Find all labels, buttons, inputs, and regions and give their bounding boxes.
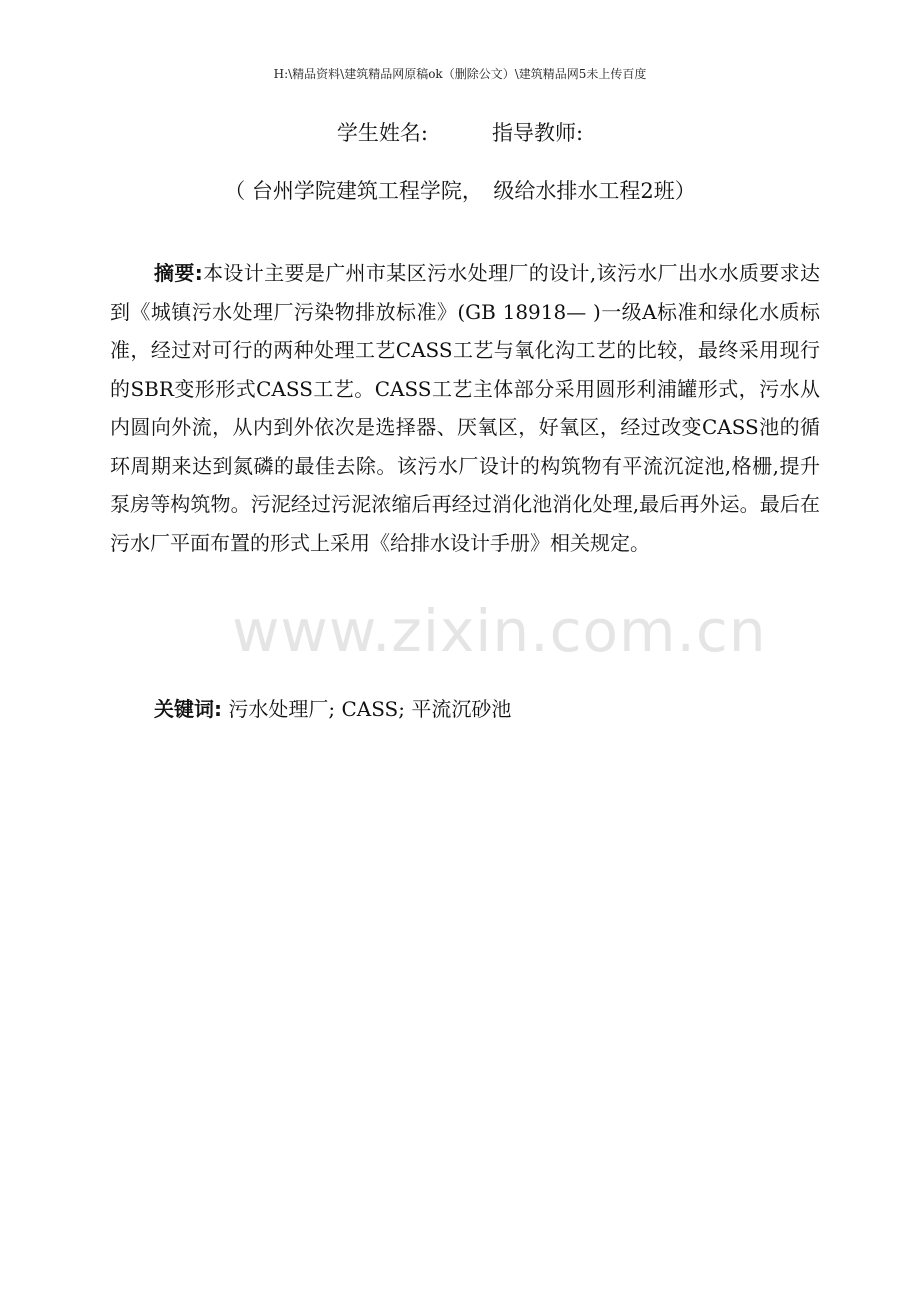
abstract-paragraph <box>110 254 820 562</box>
student-name-label: 学生姓名: <box>336 121 428 145</box>
keywords-line <box>154 690 511 728</box>
abstract-label: 摘要: <box>154 261 203 285</box>
watermark: www.zixin.com.cn <box>232 597 767 665</box>
teacher-label: 指导教师: <box>492 121 584 145</box>
school-class-line: （ 台州学院建筑工程学院， 级给水排水工程2班） <box>224 179 696 203</box>
student-teacher-line <box>0 118 920 148</box>
keywords-label: 关键词: <box>154 697 222 721</box>
abstract-text: 本设计主要是广州市某区污水处理厂的设计,该污水厂出水水质要求达到《城镇污水处理厂污染物排放标准》(GB 18918— )一级A标准和绿化水质标准，经过对可行的两种处理工艺CASS工艺与氧化沟工艺的比较，最终采用现行的SBR变形形式CASS工艺。CASS工艺主体部分采用圆形利浦罐形式，污水从内圆向外流，从内到外依次是选择器、厌氧区，好氧区，经过改变CASS池的循环周期来达到氮磷的最佳去除。该污水厂设计的构筑物有平流沉淀池,格栅,提升泵房等构筑物。污泥经过污泥浓缩后再经过消化池消化处理,最后再外运。最后在污水厂平面布置的形式上采用《给排水设计手册》相关规定。 <box>110 261 821 555</box>
keywords-text: 污水处理厂; CASS; 平流沉砂池 <box>222 697 512 721</box>
file-path-header: H:\精品资料\建筑精品网原稿ok（删除公文）\建筑精品网5未上传百度 <box>273 67 647 81</box>
